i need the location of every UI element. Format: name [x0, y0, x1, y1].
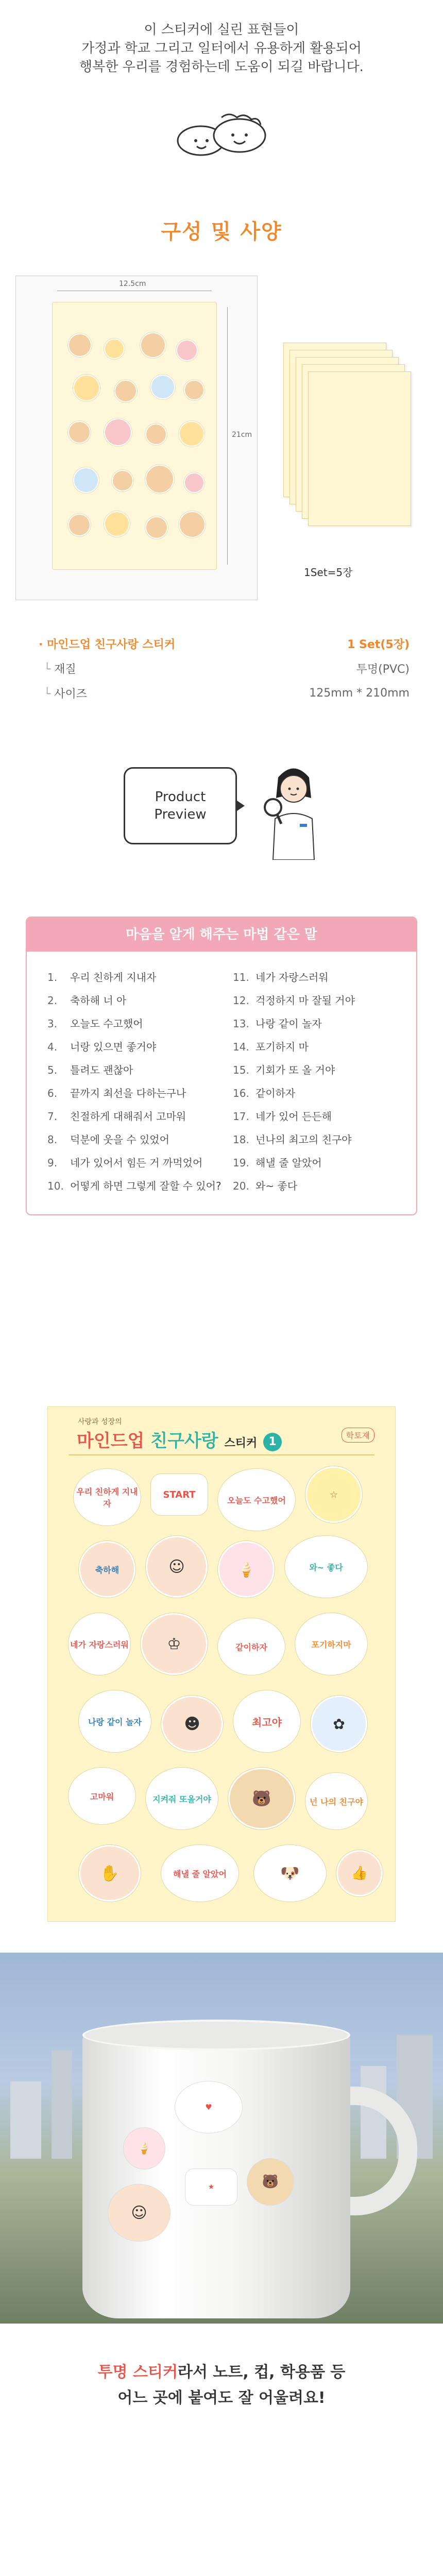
publisher-badge: 학토재 — [342, 1428, 374, 1443]
sticker: 우리 친하게 지내자 — [74, 1469, 141, 1526]
phrase-list-left — [47, 969, 223, 1201]
spec-value: 투명(PVC) — [356, 663, 410, 676]
sticker: ♔ — [141, 1613, 208, 1675]
height-dimension — [227, 307, 252, 565]
list-item: 9. 네가 있어서 힘든 거 까먹었어 — [47, 1157, 203, 1169]
phrase-list-header: 마음을 알게 해주는 마법 같은 말 — [27, 918, 416, 952]
list-item: 7. 친절하게 대해줘서 고마워 — [47, 1110, 186, 1123]
list-item: 17. 네가 있어 든든해 — [233, 1110, 332, 1123]
spec-row-size — [39, 681, 410, 705]
sticker: START — [151, 1474, 208, 1515]
spec-table — [39, 631, 410, 705]
phrase-list-box — [26, 917, 417, 1215]
sticker-sheet-image — [47, 1406, 396, 1922]
spec-row-material — [39, 656, 410, 681]
intro-line-3: 행복한 우리를 경험하는데 도움이 되길 바랍니다. — [79, 59, 364, 75]
caption-line-1: 투명 스티커라서 노트, 컵, 학용품 등 — [97, 2363, 346, 2381]
list-item: 14. 포기하지 마 — [233, 1041, 309, 1053]
sticker: ☺ — [146, 1536, 208, 1598]
person-with-magnifier-icon — [258, 757, 330, 860]
list-item: 12. 걱정하지 마 잘될 거야 — [233, 994, 355, 1007]
height-label: 21cm — [232, 431, 252, 439]
product-preview — [88, 757, 355, 860]
list-item: 11. 네가 자랑스러워 — [233, 971, 329, 984]
list-item: 15. 기회가 또 올 거야 — [233, 1064, 335, 1076]
sticker: ✿ — [311, 1696, 367, 1752]
spec-section-title: 구성 및 사양 — [161, 220, 282, 244]
sheet-title: 마인드업 친구사랑 스티커 1 — [77, 1427, 282, 1452]
sticker-sheet-thumbnail — [52, 302, 217, 570]
sticker: 포기하지마 — [295, 1613, 367, 1675]
list-item: 3. 오늘도 수고했어 — [47, 1018, 143, 1030]
list-item: 8. 덕분에 웃을 수 있었어 — [47, 1133, 169, 1146]
sticker: 오늘도 수고했어 — [218, 1469, 295, 1531]
list-item: 18. 넌나의 최고의 친구야 — [233, 1133, 352, 1146]
sticker: 넌 나의 친구야 — [305, 1773, 367, 1829]
list-item: 13. 나랑 같이 놀자 — [233, 1018, 322, 1030]
list-item: 4. 너랑 있으면 좋거야 — [47, 1041, 157, 1053]
list-item: 16. 같이하자 — [233, 1087, 296, 1099]
caption-line-2: 어느 곳에 붙여도 잘 어울려요! — [117, 2389, 326, 2407]
sticker: ☻ — [161, 1696, 223, 1752]
bottom-caption — [0, 2360, 443, 2411]
list-item: 2. 축하해 너 아 — [47, 994, 127, 1007]
sticker: ✋ — [79, 1845, 141, 1902]
list-item: 1. 우리 친하게 지내자 — [47, 971, 157, 984]
set-count-label: 1Set=5장 — [304, 566, 353, 579]
list-item: 6. 끝까지 최선을 다하는구나 — [47, 1087, 186, 1099]
sheet-stack-image — [283, 343, 417, 538]
sticker: 🐻 — [228, 1768, 295, 1829]
sheet-size-diagram — [15, 276, 258, 600]
spec-key: · 마인드업 친구사랑 스티커 — [39, 636, 175, 652]
width-label: 12.5cm — [119, 280, 146, 288]
spec-row-product — [39, 631, 410, 656]
sticker: 축하해 — [79, 1541, 135, 1598]
sticker: 해낼 줄 알았어 — [161, 1845, 238, 1902]
spec-key: └ 사이즈 — [39, 685, 87, 701]
sticker: ☆ — [305, 1466, 362, 1523]
phrase-list-right — [233, 969, 408, 1201]
sticker: 나랑 같이 놀자 — [79, 1690, 151, 1752]
sticker: 최고야 — [233, 1690, 300, 1752]
sticker: 🐶 — [254, 1845, 326, 1902]
list-item: 20. 와~ 좋다 — [233, 1180, 298, 1192]
spec-value: 125mm * 210mm — [309, 686, 410, 700]
sticker: 지켜줘 또올거야 — [146, 1768, 218, 1829]
list-item: 10. 어떻게 하면 그렇게 잘할 수 있어? — [47, 1180, 222, 1192]
preview-speech-bubble — [124, 767, 237, 844]
mug-photo: ♥ 🍦 ☺ ★ 🐻 — [0, 1953, 443, 2324]
sticker: 네가 자랑스러워 — [69, 1613, 130, 1675]
spec-images — [15, 276, 428, 600]
sticker: 👍 — [336, 1850, 383, 1896]
intro-line-2: 가정과 학교 그리고 일터에서 유용하게 활용되어 — [81, 41, 362, 56]
preview-line-2: Preview — [154, 807, 207, 822]
sticker: 와~ 좋다 — [285, 1536, 367, 1598]
intro-line-1: 이 스티커에 실린 표현들이 — [144, 22, 299, 38]
list-item: 19. 해낼 줄 알았어 — [233, 1157, 322, 1169]
sheet-brand-text: 사랑과 성장의 — [78, 1418, 122, 1426]
spec-key: └ 재질 — [39, 660, 76, 676]
spec-value: 1 Set(5장) — [347, 638, 410, 651]
sticker: 🍦 — [218, 1541, 275, 1598]
sticker: 같이하자 — [218, 1618, 285, 1675]
preview-line-1: Product — [155, 789, 206, 805]
mascot-icon — [170, 112, 273, 159]
sticker: 고마워 — [69, 1768, 135, 1824]
intro-section — [0, 0, 443, 159]
list-item: 5. 틀려도 괜찮아 — [47, 1064, 133, 1076]
